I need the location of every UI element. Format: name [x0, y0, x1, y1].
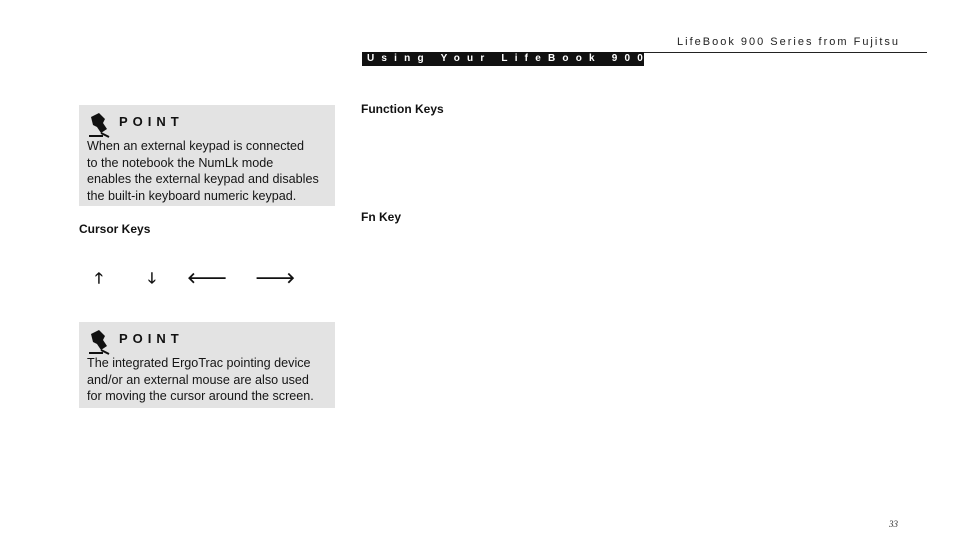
function-keys-heading: Function Keys	[361, 102, 444, 116]
point-line: to the notebook the NumLk mode	[87, 155, 274, 170]
point-header	[87, 328, 327, 356]
up-arrow-icon: 🡑	[95, 269, 103, 287]
point-line: When an external keypad is connected	[87, 139, 305, 153]
left-arrow-icon: 🡐	[187, 269, 228, 287]
page-number: 33	[889, 519, 898, 529]
fn-key-heading: Fn Key	[361, 210, 402, 224]
section-bar: Using Your LifeBook 900 Series	[362, 52, 644, 66]
cursor-keys-heading: Cursor Keys	[79, 222, 151, 236]
point-line: The integrated ErgoTrac pointing device	[87, 356, 311, 370]
point-label: POINT	[119, 330, 184, 346]
point-line: for moving the cursor around the screen.	[87, 389, 314, 403]
point-text	[87, 355, 327, 405]
point-box	[79, 322, 335, 408]
point-text	[87, 138, 327, 204]
point-line: enables the external keypad and disables	[87, 172, 319, 186]
point-box	[79, 105, 335, 206]
pen-hand-icon	[87, 328, 113, 356]
point-line: and/or an external mouse are also used	[87, 372, 309, 387]
point-label: POINT	[119, 113, 184, 129]
point-header	[87, 111, 327, 139]
down-arrow-icon: 🡓	[148, 269, 156, 287]
pen-hand-icon	[87, 111, 113, 139]
point-line: the built-in keyboard numeric keypad.	[87, 188, 297, 203]
header-title: LifeBook 900 Series from Fujitsu	[677, 36, 900, 48]
right-arrow-icon: 🡒	[255, 269, 296, 287]
